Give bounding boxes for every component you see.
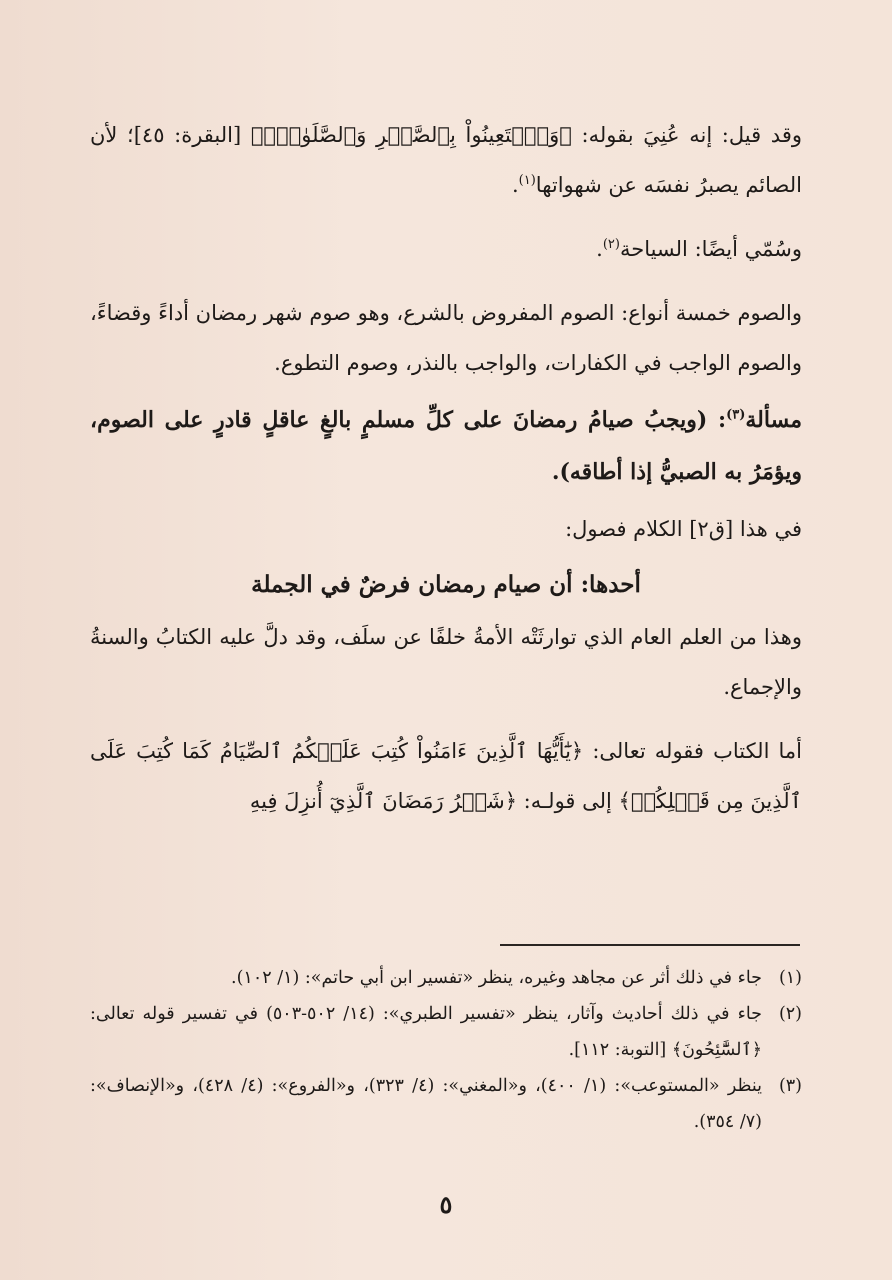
footnote-divider (500, 944, 800, 946)
footnote-number: (٣) (778, 1076, 802, 1096)
paragraph-types: والصوم خمسة أنواع: الصوم المفروض بالشرع، وهو صوم شهر رمضان أداءً وقضاءً، والصوم الواجب في الكفارات، والواجب بالنذر، وصوم التطوع. (90, 301, 802, 375)
masala-paragraph (90, 394, 802, 498)
paragraph-siyaha (90, 224, 802, 274)
main-text (90, 110, 802, 826)
paragraph-kitab: أما الكتاب فقوله تعالى: ﴿يَٰٓأَيُّهَا ٱلَّذِينَ ءَامَنُواْ كُتِبَ عَلَيۡكُمُ ٱلصِّيَامُ كَمَا كُتِبَ عَلَى ٱلَّذِينَ مِن قَبۡلِكُمۡ﴾ إلى قولـه: ﴿شَهۡرُ رَمَضَانَ ٱلَّذِيٓ أُنزِلَ فِيهِ (90, 739, 802, 813)
page-number: ٥ (439, 1190, 453, 1219)
paragraph-siyaha-text: وسُمّي أيضًا: السياحة (619, 237, 802, 261)
masala-label: مسألة (745, 407, 802, 433)
footnote-2 (90, 996, 802, 1068)
footnote-text: جاء في ذلك أثر عن مجاهد وغيره، ينظر «تفسير ابن أبي حاتم»: (١/ ١٠٢). (231, 968, 762, 988)
masala-text: : (ويجبُ صيامُ رمضانَ على كلِّ مسلمٍ بالغٍ عاقلٍ قادرٍ على الصوم، ويؤمَرُ به الصبيُّ إذا أطاقه). (90, 407, 802, 485)
paragraph-sabr (90, 110, 802, 210)
paragraph-sabr-line2: الصائم يصبرُ نفسَه عن شهواتها (535, 173, 802, 197)
footnote-ref-1[interactable]: (١) (518, 173, 536, 188)
footnote-1 (90, 960, 802, 996)
footnote-ref-3[interactable]: (٣) (726, 407, 746, 423)
footnote-number: (١) (778, 968, 802, 988)
footnote-number: (٢) (778, 1004, 802, 1024)
footnote-ref-2[interactable]: (٢) (602, 237, 620, 252)
footnote-text: ينظر «المستوعب»: (١/ ٤٠٠)، و«المغني»: (٤/ ٣٢٣)، و«الفروع»: (٤/ ٤٢٨)، و«الإنصاف»: (٧/ ٣٥٤). (90, 1076, 763, 1132)
section-heading: أحدها: أن صيام رمضان فرضٌ في الجملة (251, 571, 641, 598)
paragraph-ijma: وهذا من العلم العام الذي توارثَتْه الأمةُ خلفًا عن سلَف، وقد دلَّ عليه الكتابُ والسنةُ والإجماع. (90, 625, 802, 699)
paragraph-siyaha-end: . (596, 237, 603, 261)
footnote-3 (90, 1068, 802, 1140)
footnote-text: جاء في ذلك أحاديث وآثار، ينظر «تفسير الطبري»: (١٤/ ٥٠٢-٥٠٣) في تفسير قوله تعالى: ﴿ٱلسَّٰٓئِحُونَ﴾ [التوبة: ١١٢]. (90, 1004, 762, 1060)
paragraph-sabr-line1: وقد قيل: إنه عُنِيَ بقوله: ﴿وَٱسۡتَعِينُواْ بِٱلصَّبۡرِ وَٱلصَّلَوٰةِۚ﴾ [البقرة: ٤٥]؛ لأن (90, 123, 803, 147)
paragraph-sabr-end: . (511, 173, 519, 197)
paragraph-fusul: في هذا [ق٢] الكلام فصول: (565, 517, 802, 541)
footnotes (90, 960, 802, 1140)
